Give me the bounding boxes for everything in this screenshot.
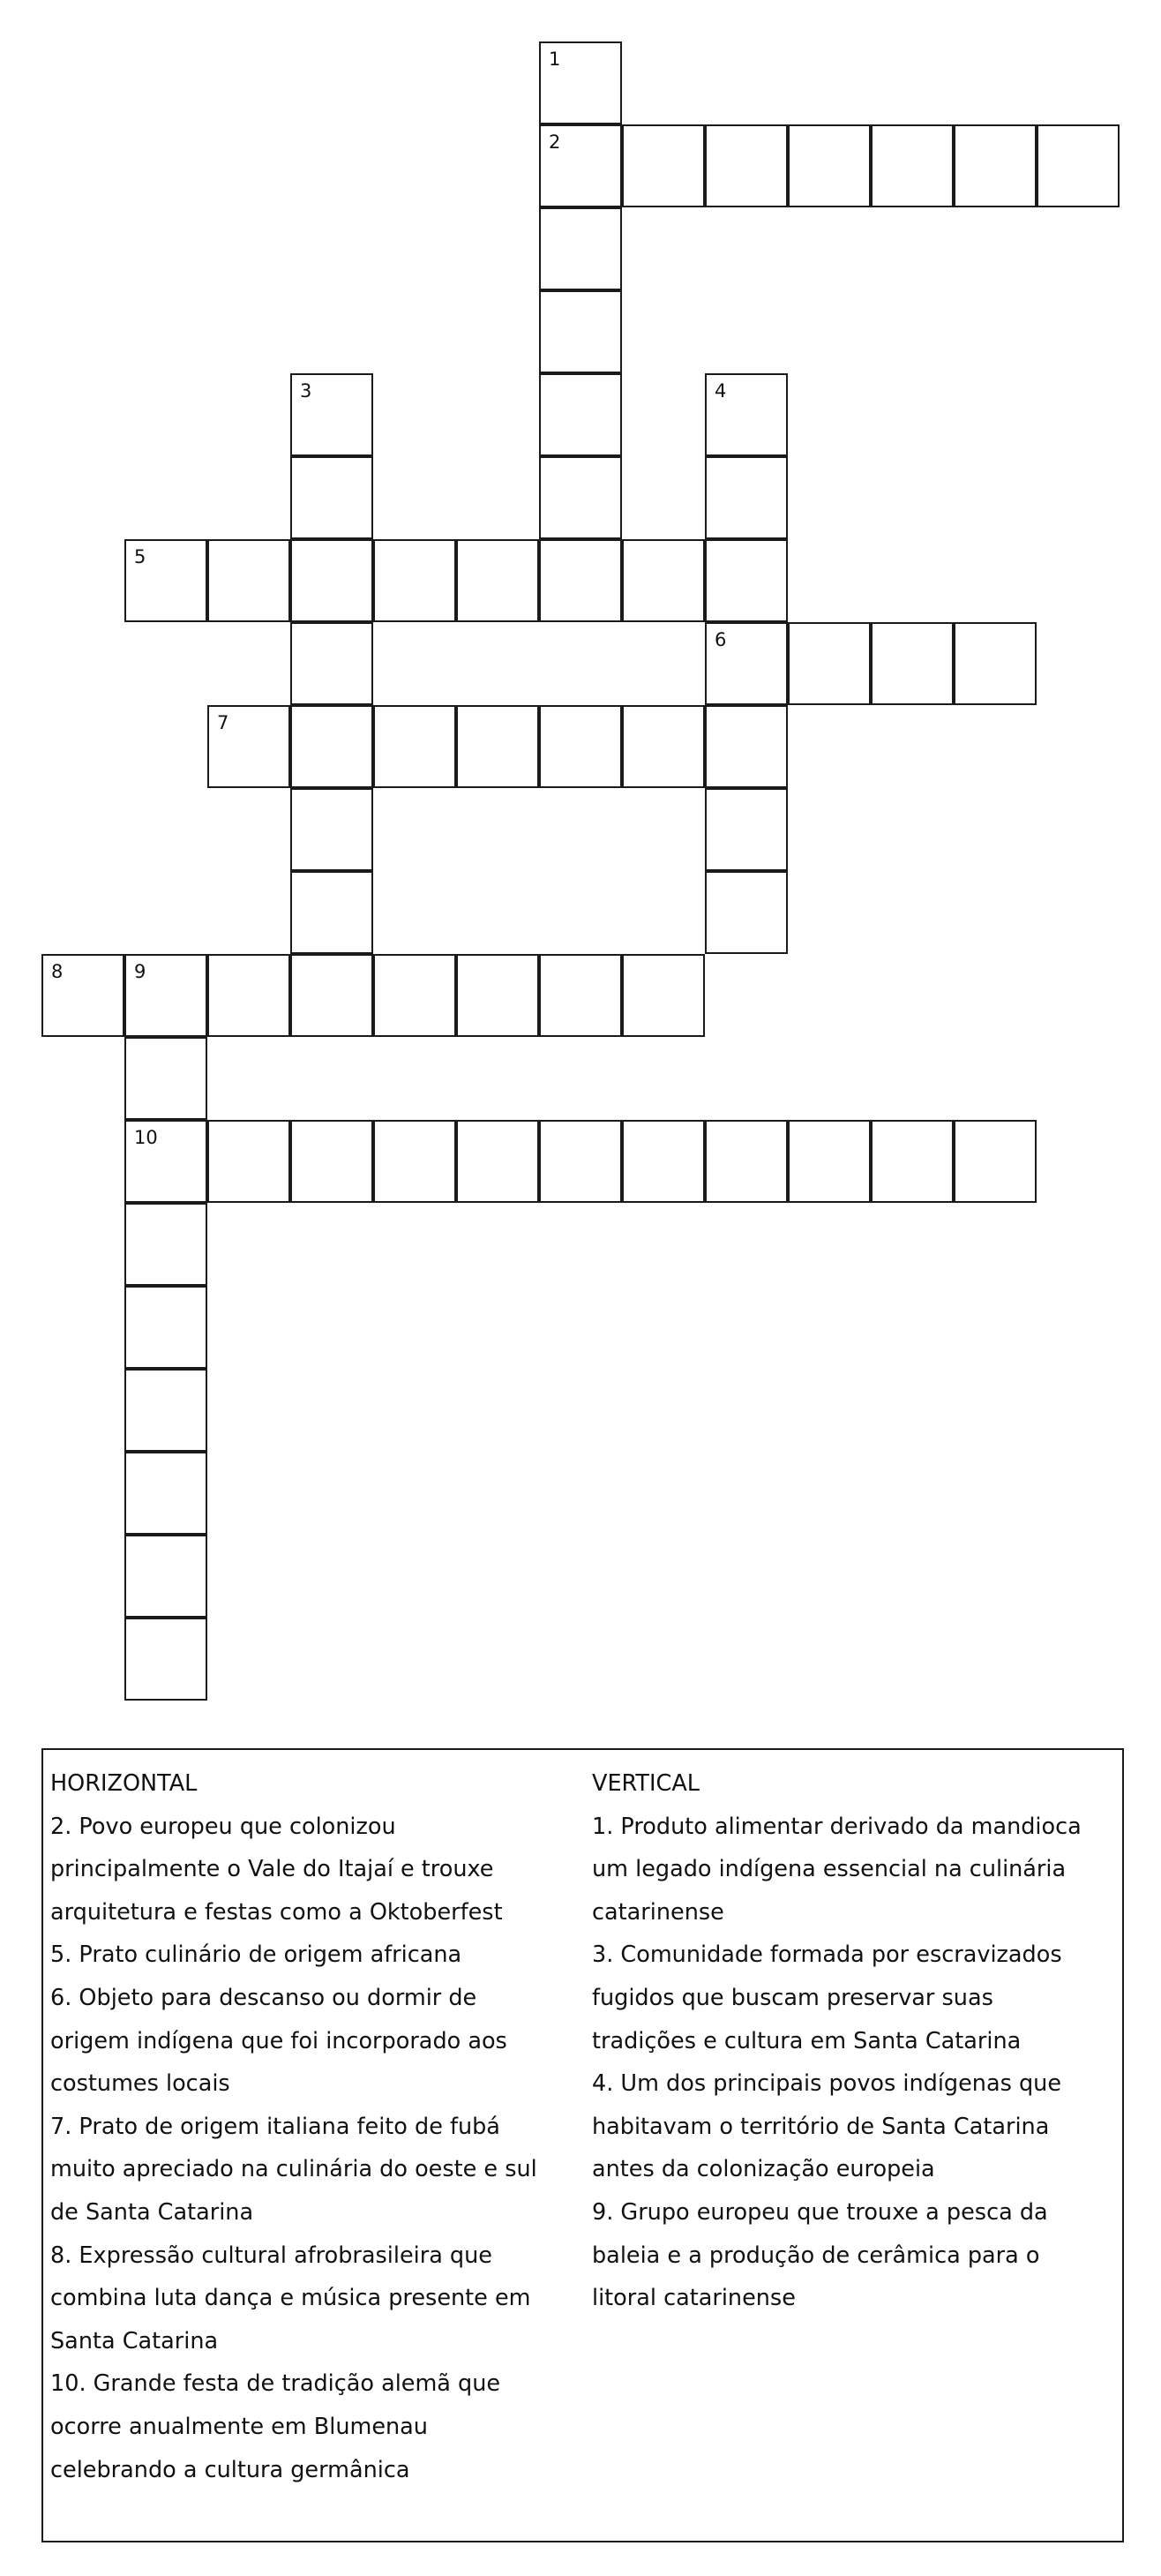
vertical-heading: VERTICAL — [592, 1770, 700, 1797]
vertical-clue-line: 1. Produto alimentar derivado da mandioca — [592, 1813, 1082, 1840]
vertical-clue-line: habitavam o território de Santa Catarina — [592, 2113, 1050, 2140]
crossword-cell[interactable] — [622, 705, 705, 788]
crossword-cell[interactable] — [705, 622, 788, 705]
horizontal-clue-line: 10. Grande festa de tradição alemã que — [50, 2370, 501, 2398]
vertical-clue-line: fugidos que buscam preservar suas — [592, 1984, 993, 2011]
crossword-cell[interactable] — [290, 871, 373, 954]
crossword-cell[interactable] — [705, 705, 788, 788]
crossword-cell[interactable] — [373, 954, 456, 1037]
crossword-cell[interactable] — [207, 539, 290, 622]
crossword-cell[interactable] — [788, 124, 871, 207]
horizontal-clue-line: costumes locais — [50, 2070, 230, 2098]
crossword-cell[interactable] — [41, 954, 124, 1037]
horizontal-clue-line: 2. Povo europeu que colonizou — [50, 1813, 396, 1840]
horizontal-clue-line: muito apreciado na culinária do oeste e sul — [50, 2156, 537, 2183]
clue-number-label: 6 — [715, 629, 727, 650]
crossword-cell[interactable] — [456, 539, 539, 622]
crossword-cell[interactable] — [124, 1037, 207, 1120]
crossword-cell[interactable] — [290, 622, 373, 705]
vertical-clue-line: um legado indígena essencial na culinária — [592, 1856, 1067, 1883]
crossword-cell[interactable] — [788, 1120, 871, 1203]
vertical-clues — [592, 1762, 1121, 2320]
crossword-cell[interactable] — [622, 539, 705, 622]
clue-number-label: 3 — [300, 380, 312, 402]
vertical-clue-line: baleia e a produção de cerâmica para o — [592, 2242, 1040, 2269]
horizontal-clue-line: 6. Objeto para descanso ou dormir de — [50, 1984, 477, 2011]
crossword-cell[interactable] — [539, 41, 622, 124]
horizontal-clue-line: combina luta dança e música presente em — [50, 2285, 531, 2312]
crossword-cell[interactable] — [871, 124, 954, 207]
crossword-cell[interactable] — [373, 539, 456, 622]
crossword-cell[interactable] — [539, 456, 622, 539]
crossword-cell[interactable] — [124, 1452, 207, 1535]
crossword-cell[interactable] — [705, 456, 788, 539]
crossword-cell[interactable] — [290, 954, 373, 1037]
crossword-cell[interactable] — [871, 1120, 954, 1203]
crossword-cell[interactable] — [539, 539, 622, 622]
crossword-cell[interactable] — [207, 1120, 290, 1203]
clues-panel — [41, 1748, 1124, 2542]
crossword-cell[interactable] — [705, 871, 788, 954]
crossword-cell[interactable] — [290, 373, 373, 456]
crossword-cell[interactable] — [290, 1120, 373, 1203]
crossword-cell[interactable] — [705, 1120, 788, 1203]
crossword-cell[interactable] — [954, 1120, 1037, 1203]
crossword-cell[interactable] — [124, 1203, 207, 1286]
crossword-cell[interactable] — [539, 124, 622, 207]
crossword-cell[interactable] — [456, 705, 539, 788]
crossword-cell[interactable] — [622, 954, 705, 1037]
crossword-cell[interactable] — [539, 207, 622, 290]
crossword-cell[interactable] — [373, 705, 456, 788]
crossword-cell[interactable] — [705, 788, 788, 871]
crossword-cell[interactable] — [124, 954, 207, 1037]
crossword-cell[interactable] — [290, 705, 373, 788]
vertical-clue-line: 9. Grupo europeu que trouxe a pesca da — [592, 2198, 1048, 2226]
clue-number-label: 8 — [51, 961, 64, 982]
vertical-clue-line: 4. Um dos principais povos indígenas que — [592, 2070, 1062, 2098]
clue-number-label: 7 — [217, 712, 229, 733]
crossword-cell[interactable] — [622, 1120, 705, 1203]
crossword-cell[interactable] — [124, 1286, 207, 1369]
crossword-cell[interactable] — [788, 622, 871, 705]
crossword-cell[interactable] — [124, 1535, 207, 1618]
clue-number-label: 5 — [134, 546, 146, 567]
crossword-cell[interactable] — [622, 124, 705, 207]
crossword-cell[interactable] — [954, 124, 1037, 207]
crossword-cell[interactable] — [705, 539, 788, 622]
horizontal-clue-line: 5. Prato culinário de origem africana — [50, 1941, 462, 1969]
horizontal-clue-line: Santa Catarina — [50, 2327, 219, 2354]
crossword-cell[interactable] — [207, 954, 290, 1037]
crossword-cell[interactable] — [290, 456, 373, 539]
clue-number-label: 1 — [549, 49, 561, 70]
crossword-cell[interactable] — [207, 705, 290, 788]
horizontal-clues — [50, 1762, 580, 2491]
horizontal-clue-line: de Santa Catarina — [50, 2198, 254, 2226]
crossword-cell[interactable] — [124, 539, 207, 622]
horizontal-clue-line: 7. Prato de origem italiana feito de fubá — [50, 2113, 500, 2140]
clue-number-label: 9 — [134, 961, 146, 982]
horizontal-clue-line: ocorre anualmente em Blumenau — [50, 2413, 428, 2440]
crossword-cell[interactable] — [954, 622, 1037, 705]
crossword-cell[interactable] — [539, 290, 622, 373]
crossword-cell[interactable] — [705, 124, 788, 207]
crossword-cell[interactable] — [539, 373, 622, 456]
crossword-cell[interactable] — [124, 1120, 207, 1203]
crossword-cell[interactable] — [290, 539, 373, 622]
crossword-cell[interactable] — [290, 788, 373, 871]
horizontal-clue-line: celebrando a cultura germânica — [50, 2456, 410, 2483]
crossword-cell[interactable] — [456, 1120, 539, 1203]
vertical-clue-line: antes da colonização europeia — [592, 2156, 935, 2183]
vertical-clue-line: tradições e cultura em Santa Catarina — [592, 2027, 1022, 2054]
horizontal-clue-line: arquitetura e festas como a Oktoberfest — [50, 1898, 503, 1926]
crossword-cell[interactable] — [539, 705, 622, 788]
crossword-cell[interactable] — [539, 954, 622, 1037]
crossword-cell[interactable] — [124, 1369, 207, 1452]
crossword-cell[interactable] — [871, 622, 954, 705]
crossword-cell[interactable] — [373, 1120, 456, 1203]
vertical-clue-line: 3. Comunidade formada por escravizados — [592, 1941, 1062, 1969]
crossword-cell[interactable] — [456, 954, 539, 1037]
clue-number-label: 10 — [134, 1127, 158, 1148]
crossword-cell[interactable] — [539, 1120, 622, 1203]
vertical-clue-line: litoral catarinense — [592, 2285, 796, 2312]
crossword-cell[interactable] — [1037, 124, 1120, 207]
horizontal-clue-line: 8. Expressão cultural afrobrasileira que — [50, 2242, 492, 2269]
clue-number-label: 4 — [715, 380, 727, 402]
horizontal-heading: HORIZONTAL — [50, 1770, 198, 1797]
vertical-clue-line: catarinense — [592, 1898, 724, 1926]
crossword-cell[interactable] — [124, 1618, 207, 1701]
clue-number-label: 2 — [549, 131, 561, 153]
crossword-cell[interactable] — [705, 373, 788, 456]
horizontal-clue-line: principalmente o Vale do Itajaí e trouxe — [50, 1856, 494, 1883]
horizontal-clue-line: origem indígena que foi incorporado aos — [50, 2027, 507, 2054]
